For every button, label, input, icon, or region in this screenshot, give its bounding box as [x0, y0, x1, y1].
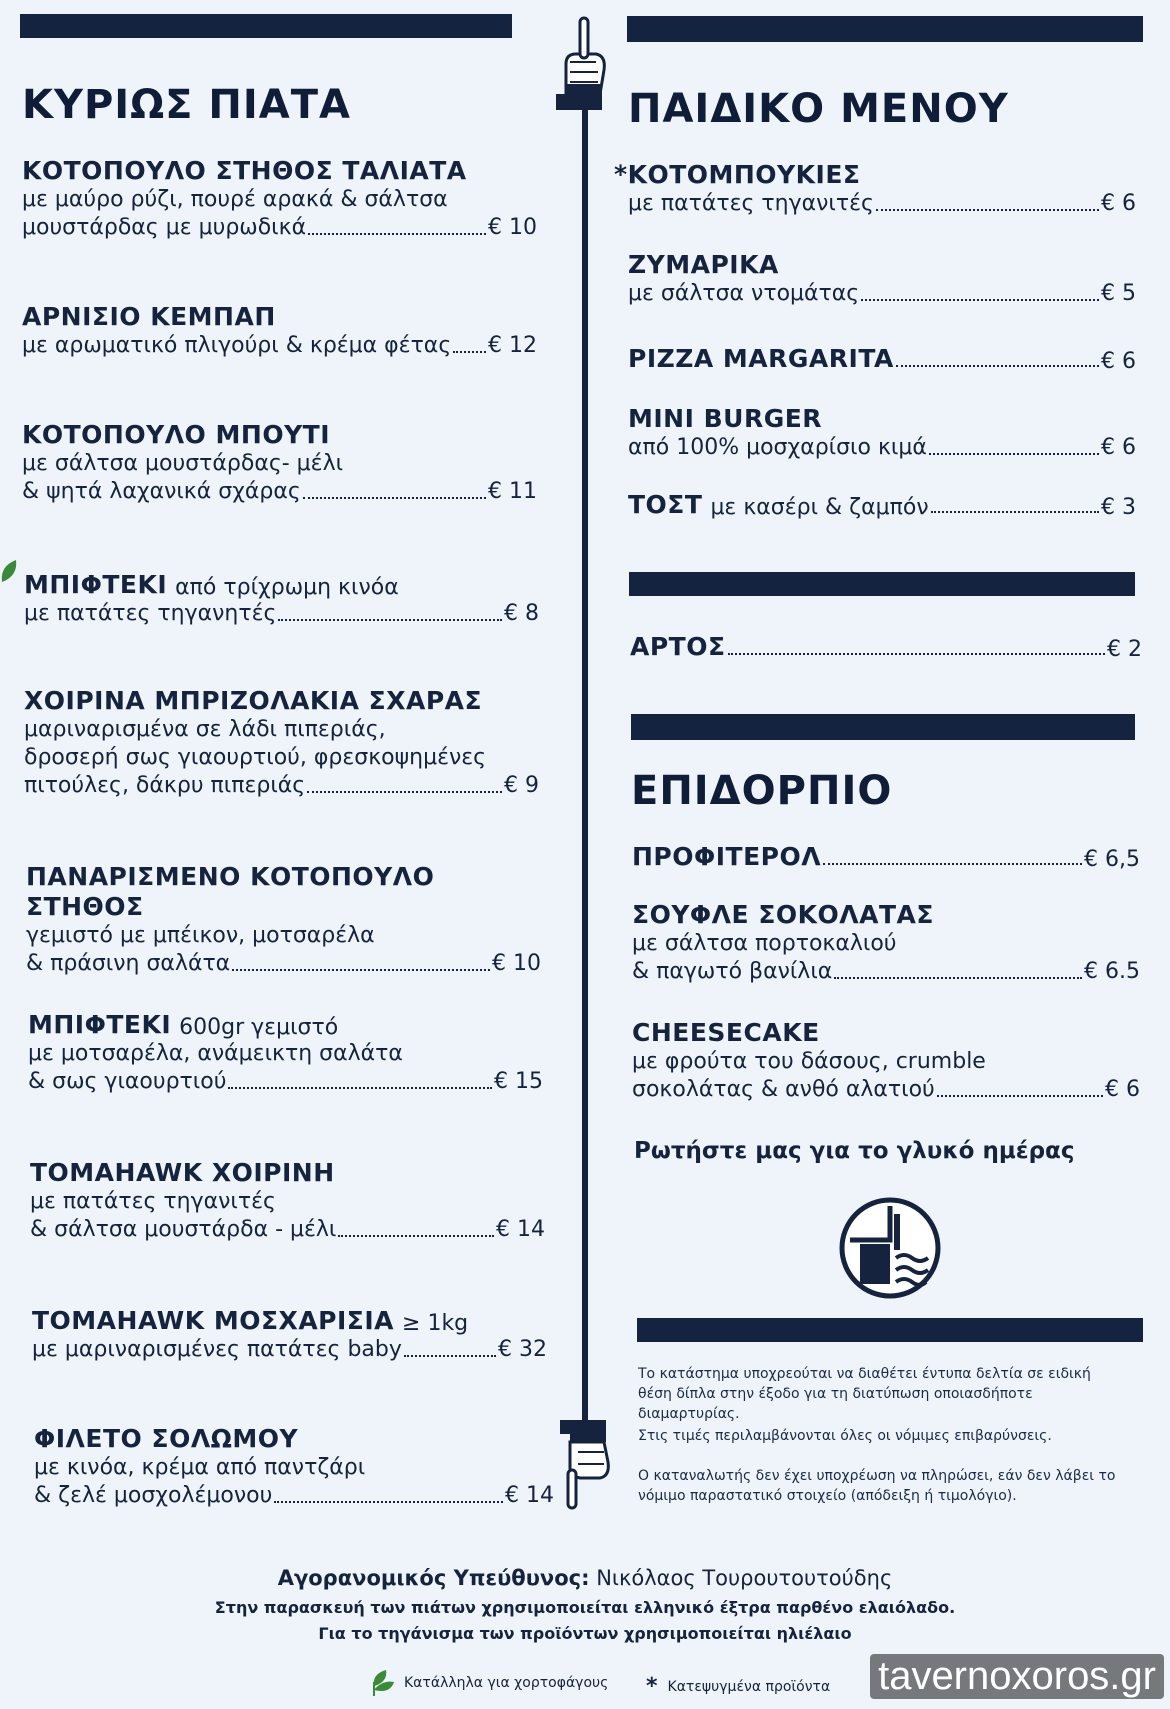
divider-bar-kids	[629, 572, 1135, 596]
menu-item	[22, 302, 537, 360]
dot-leader	[308, 233, 486, 235]
item-description: με κινόα, κρέμα από παντζάρι	[34, 1455, 366, 1480]
dot-leader	[929, 453, 1099, 455]
bread-price: € 2	[1107, 637, 1142, 662]
receipt-notice: Ο καταναλωτής δεν έχει υποχρέωση να πληρώσει, εάν δεν λάβει το νόμιμο παραστατικό στοιχείο (απόδειξη ή τιμολόγιο).	[638, 1468, 1116, 1504]
item-description: σοκολάτας & ανθό αλατιού	[632, 1077, 935, 1102]
olive-oil-note: Στην παρασκευή των πιάτων χρησιμοποιείται ελληνικό έξτρα παρθένο ελαιόλαδο.	[214, 1598, 956, 1617]
dessert-title: ΕΠΙΔΟΡΠΙΟ	[631, 768, 893, 814]
item-name: ΦΙΛΕΤΟ ΣΟΛΩΜΟΥ	[34, 1424, 299, 1453]
item-name: ΧΟΙΡΙΝΑ ΜΠΡΙΖΟΛΑΚΙΑ ΣΧΑΡΑΣ	[24, 686, 483, 715]
menu-item	[32, 1306, 547, 1364]
menu-item	[632, 900, 1140, 986]
item-description: & παγωτό βανίλια	[632, 959, 833, 984]
item-description: & σως γιαουρτιού	[28, 1069, 227, 1094]
item-name: CHEESECAKE	[632, 1018, 820, 1047]
item-price: € 10	[488, 215, 537, 240]
watermark	[870, 1654, 1164, 1699]
menu-item	[628, 490, 1136, 520]
dot-leader	[274, 1501, 503, 1503]
menu-item	[632, 842, 1140, 872]
item-description: με μοτσαρέλα, ανάμεικτη σαλάτα	[28, 1041, 403, 1066]
pointing-hand-down-icon	[560, 1420, 622, 1512]
menu-item	[24, 570, 539, 628]
divider-bar-notes	[637, 1318, 1143, 1342]
item-inline-description: 600gr γεμιστό	[179, 1015, 339, 1040]
item-description: & πράσινη σαλάτα	[26, 951, 231, 976]
item-price: € 14	[505, 1483, 554, 1508]
divider-bar-bread	[631, 714, 1135, 740]
item-description: με σάλτσα πορτοκαλιού	[632, 931, 897, 956]
manager-label: Αγορανομικός Υπεύθυνος:	[277, 1566, 590, 1590]
item-name: MINI BURGER	[628, 404, 823, 433]
bread-item	[630, 632, 1142, 662]
item-price: € 8	[504, 601, 539, 626]
dot-leader	[404, 1355, 496, 1357]
item-price: € 6	[1101, 349, 1136, 374]
item-description: από 100% μοσχαρίσιο κιμά	[628, 435, 927, 460]
item-description: πιτούλες, δάκρυ πιπεριάς	[24, 773, 306, 798]
item-name: ΑΡΝΙΣΙΟ ΚΕΜΠΑΠ	[22, 302, 276, 331]
menu-item	[628, 344, 1136, 374]
item-description: δροσερή σως γιαουρτιού, φρεσκοψημένες	[24, 745, 487, 770]
dot-leader	[861, 299, 1099, 301]
item-description: με πατάτες τηγανητές	[24, 601, 277, 626]
dot-leader	[338, 1235, 494, 1237]
item-inline-description: με κασέρι & ζαμπόν	[710, 495, 929, 520]
complaint-notice: Το κατάστημα υποχρεούται να διαθέτει έντυπα δελτία σε ειδική θέση δίπλα στην έξοδο για τη διατύπωση οποιασδήποτε διαμαρτυρίας.	[638, 1366, 1091, 1422]
item-price: € 14	[496, 1217, 545, 1242]
manager-name: Νικόλαος Τουρουτουτούδης	[596, 1566, 893, 1590]
menu-item	[34, 1424, 554, 1510]
item-name: ΠΑΝΑΡΙΣΜΕΝΟ ΚΟΤΟΠΟΥΛΟ ΣΤΗΘΟΣ	[26, 862, 435, 921]
item-description: με σάλτσα ντομάτας	[628, 281, 860, 306]
item-description: με σάλτσα μουστάρδας- μέλι	[22, 451, 344, 476]
leaf-icon	[368, 1668, 398, 1698]
item-inline-description: ≥ 1kg	[402, 1311, 469, 1336]
item-description: & ζελέ μοσχολέμονου	[34, 1483, 273, 1508]
dot-leader	[937, 1095, 1103, 1097]
item-name: TOMAHAWK ΜΟΣΧΑΡΙΣΙΑ	[32, 1306, 395, 1335]
frozen-legend	[646, 1674, 830, 1699]
item-price: € 10	[492, 951, 541, 976]
item-name: ΜΠΙΦΤΕΚΙ	[24, 570, 168, 599]
top-bar-right	[627, 16, 1143, 42]
menu-item	[24, 686, 539, 800]
item-description: μαριναρισμένα σε λάδι πιπεριάς,	[24, 717, 386, 742]
item-description: & σάλτσα μουστάρδα - μέλι	[30, 1217, 337, 1242]
dot-leader	[453, 351, 486, 353]
dot-leader	[278, 619, 502, 621]
menu-item	[628, 250, 1136, 308]
dot-leader	[307, 791, 502, 793]
item-price: € 3	[1101, 495, 1136, 520]
item-name: ΠΡΟΦΙΤΕΡΟΛ	[632, 842, 822, 871]
dot-leader	[931, 511, 1099, 513]
item-name: ΜΠΙΦΤΕΚΙ	[28, 1010, 172, 1039]
item-name: ΣΟΥΦΛΕ ΣΟΚΟΛΑΤΑΣ	[632, 900, 934, 929]
menu-item	[30, 1158, 545, 1244]
menu-item	[22, 420, 537, 506]
item-description: με πατάτες τηγανιτές	[30, 1189, 276, 1214]
item-description: γεμιστό με μπέικον, μοτσαρέλα	[26, 923, 375, 948]
dot-leader	[896, 365, 1099, 367]
top-bar-left	[20, 14, 512, 38]
frozen-mark: *	[646, 1674, 658, 1699]
vegetarian-label: Κατάλληλα για χορτοφάγους	[404, 1675, 609, 1691]
menu-item	[614, 160, 1136, 218]
item-price: € 6	[1101, 435, 1136, 460]
item-description: με μαριναρισμένες πατάτες baby	[32, 1337, 402, 1362]
item-description: με φρούτα του δάσους, crumble	[632, 1049, 986, 1074]
item-name: PIZZA MARGARITA	[628, 344, 894, 373]
menu-item	[28, 1010, 543, 1096]
item-price: € 12	[488, 333, 537, 358]
item-name: ΚΟΤΟΠΟΥΛΟ ΜΠΟΥΤΙ	[22, 420, 331, 449]
item-description: με πατάτες τηγανιτές	[628, 191, 874, 216]
item-name: ΤΟΣΤ	[628, 490, 703, 519]
item-name: TOMAHAWK ΧΟΙΡΙΝΗ	[30, 1158, 335, 1187]
vegetarian-legend	[368, 1668, 608, 1698]
item-price: € 5	[1101, 281, 1136, 306]
item-price: € 6,5	[1084, 847, 1140, 872]
dot-leader	[876, 209, 1099, 211]
leaf-icon	[0, 558, 18, 584]
item-price: € 11	[488, 479, 537, 504]
dot-leader	[228, 1087, 492, 1089]
menu-item	[22, 156, 537, 242]
pointing-hand-up-icon	[556, 14, 618, 110]
kids-menu-title: ΠΑΙΔΙΚΟ ΜΕΝΟΥ	[628, 86, 1009, 132]
item-name: ΚΟΤΟΠΟΥΛΟ ΣΤΗΘΟΣ ΤΑΛΙΑΤΑ	[22, 156, 467, 185]
bread-name: ΑΡΤΟΣ	[630, 632, 726, 661]
main-dishes-title: ΚΥΡΙΩΣ ΠΙΑΤΑ	[22, 82, 351, 128]
frozen-mark: *	[614, 160, 628, 189]
item-description: μουστάρδας με μυρωδικά	[22, 215, 307, 240]
charges-notice: Στις τιμές περιλαμβάνονται όλες οι νόμιμες επιβαρύνσεις.	[638, 1428, 1052, 1444]
item-price: € 6	[1105, 1077, 1140, 1102]
frozen-label: Κατεψυγμένα προϊόντα	[667, 1678, 831, 1695]
item-name: ΚΟΤΟΜΠΟΥΚΙΕΣ	[627, 160, 861, 189]
dessert-of-the-day-note: Ρωτήστε μας για το γλυκό ημέρας	[634, 1138, 1075, 1164]
dot-leader	[834, 977, 1082, 979]
frying-oil-note: Για το τηγάνισμα των προϊόντων χρησιμοποιείται ηλιέλαιο	[318, 1624, 852, 1643]
dot-leader	[823, 863, 1082, 865]
restaurant-logo	[838, 1196, 942, 1300]
menu-item	[26, 862, 541, 978]
item-description: με μαύρο ρύζι, πουρέ αρακά & σάλτσα	[22, 187, 448, 212]
item-price: € 9	[504, 773, 539, 798]
item-name: ΖΥΜΑΡΙΚΑ	[628, 250, 779, 279]
center-divider-line	[582, 95, 588, 1430]
menu-item	[632, 1018, 1140, 1104]
dot-leader	[232, 969, 490, 971]
menu-item	[628, 404, 1136, 462]
market-manager-line	[0, 1566, 1170, 1590]
item-price: € 6	[1101, 191, 1136, 216]
item-inline-description: από τρίχρωμη κινόα	[175, 575, 399, 600]
watermark-text: tavernoxoros.gr	[878, 1654, 1156, 1698]
item-price: € 6.5	[1084, 959, 1140, 984]
dot-leader	[303, 497, 486, 499]
item-description: με αρωματικό πλιγούρι & κρέμα φέτας	[22, 333, 452, 358]
item-price: € 15	[494, 1069, 543, 1094]
item-price: € 32	[498, 1337, 547, 1362]
item-description: & ψητά λαχανικά σχάρας	[22, 479, 301, 504]
